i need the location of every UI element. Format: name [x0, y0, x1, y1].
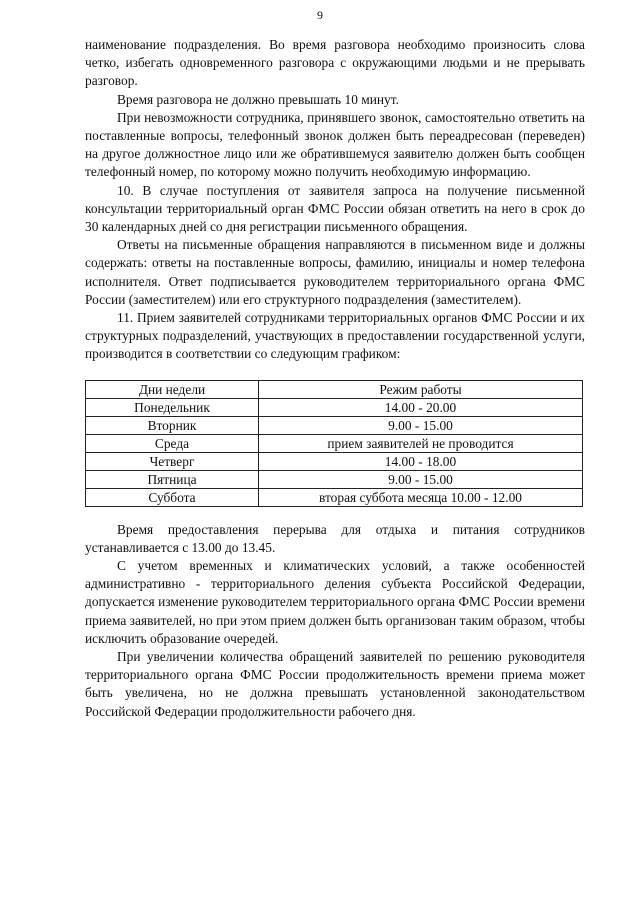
paragraph: 11. Прием заявителей сотрудниками территориальных органов ФМС России и их структурных подразделений, участвующих в предоставлении государственной услуги, производится в соответствии со следующим графиком:: [85, 310, 585, 362]
hours-cell: 9.00 - 15.00: [259, 470, 583, 488]
paragraph: наименование подразделения. Во время разговора необходимо произносить слова четко, избегать одновременного разговора с окружающими людьми и не прерывать разговор.: [85, 37, 585, 89]
table-header-row: [86, 380, 583, 398]
page-number: 9: [317, 8, 323, 22]
table-row: [86, 488, 583, 506]
paragraph: 10. В случае поступления от заявителя запроса на получение письменной консультации территориальный орган ФМС России обязан ответить на него в срок до 30 календарных дней со дня регистрации письменного обращения.: [85, 182, 585, 235]
paragraph: При увеличении количества обращений заявителей по решению руководителя территориального органа ФМС России продолжительность времени приема может быть увеличена, но не должна превышать установленной законодательством Российской Федерации продолжительности рабочего дня.: [85, 649, 585, 719]
document-body: [85, 36, 585, 721]
table-row: [86, 452, 583, 470]
paragraph: Время разговора не должно превышать 10 минут.: [117, 91, 399, 107]
day-cell: Среда: [86, 434, 259, 452]
paragraph: При невозможности сотрудника, принявшего звонок, самостоятельно ответить на поставленные вопросы, телефонный звонок должен быть переадресован (переведен) на другое должностное лицо или же обратившемуся заявителю должен быть сообщен телефонный номер, по которому можно получить необходимую информацию.: [85, 109, 585, 180]
hours-cell: 14.00 - 20.00: [259, 398, 583, 416]
day-cell: Четверг: [86, 452, 259, 470]
day-cell: Суббота: [86, 488, 259, 506]
hours-cell: прием заявителей не проводится: [259, 434, 583, 452]
paragraph: Ответы на письменные обращения направляются в письменном виде и должны содержать: ответы на поставленные вопросы, фамилию, инициалы и номер телефона исполнителя. Ответ подписывается руководителем территориального органа ФМС России (заместителем) или его структурного подразделения (заместителем).: [85, 237, 585, 307]
table-row: [86, 434, 583, 452]
day-cell: Пятница: [86, 470, 259, 488]
table-row: [86, 470, 583, 488]
day-cell: Вторник: [86, 416, 259, 434]
paragraph: Время предоставления перерыва для отдыха и питания сотрудников устанавливается с 13.00 до 13.45.: [85, 521, 585, 555]
column-header-days: Дни недели: [86, 380, 259, 398]
column-header-hours: Режим работы: [259, 380, 583, 398]
hours-cell: вторая суббота месяца 10.00 - 12.00: [259, 488, 583, 506]
hours-cell: 9.00 - 15.00: [259, 416, 583, 434]
schedule-table: [85, 380, 583, 507]
hours-cell: 14.00 - 18.00: [259, 452, 583, 470]
table-row: [86, 398, 583, 416]
day-cell: Понедельник: [86, 398, 259, 416]
table-row: [86, 416, 583, 434]
paragraph: С учетом временных и климатических условий, а также особенностей административно - территориального деления субъекта Российской Федерации, допускается изменение руководителем территориального органа ФМС России времени приема заявителей, но при этом прием должен быть организован таким образом, чтобы исключить образование очередей.: [85, 558, 585, 646]
